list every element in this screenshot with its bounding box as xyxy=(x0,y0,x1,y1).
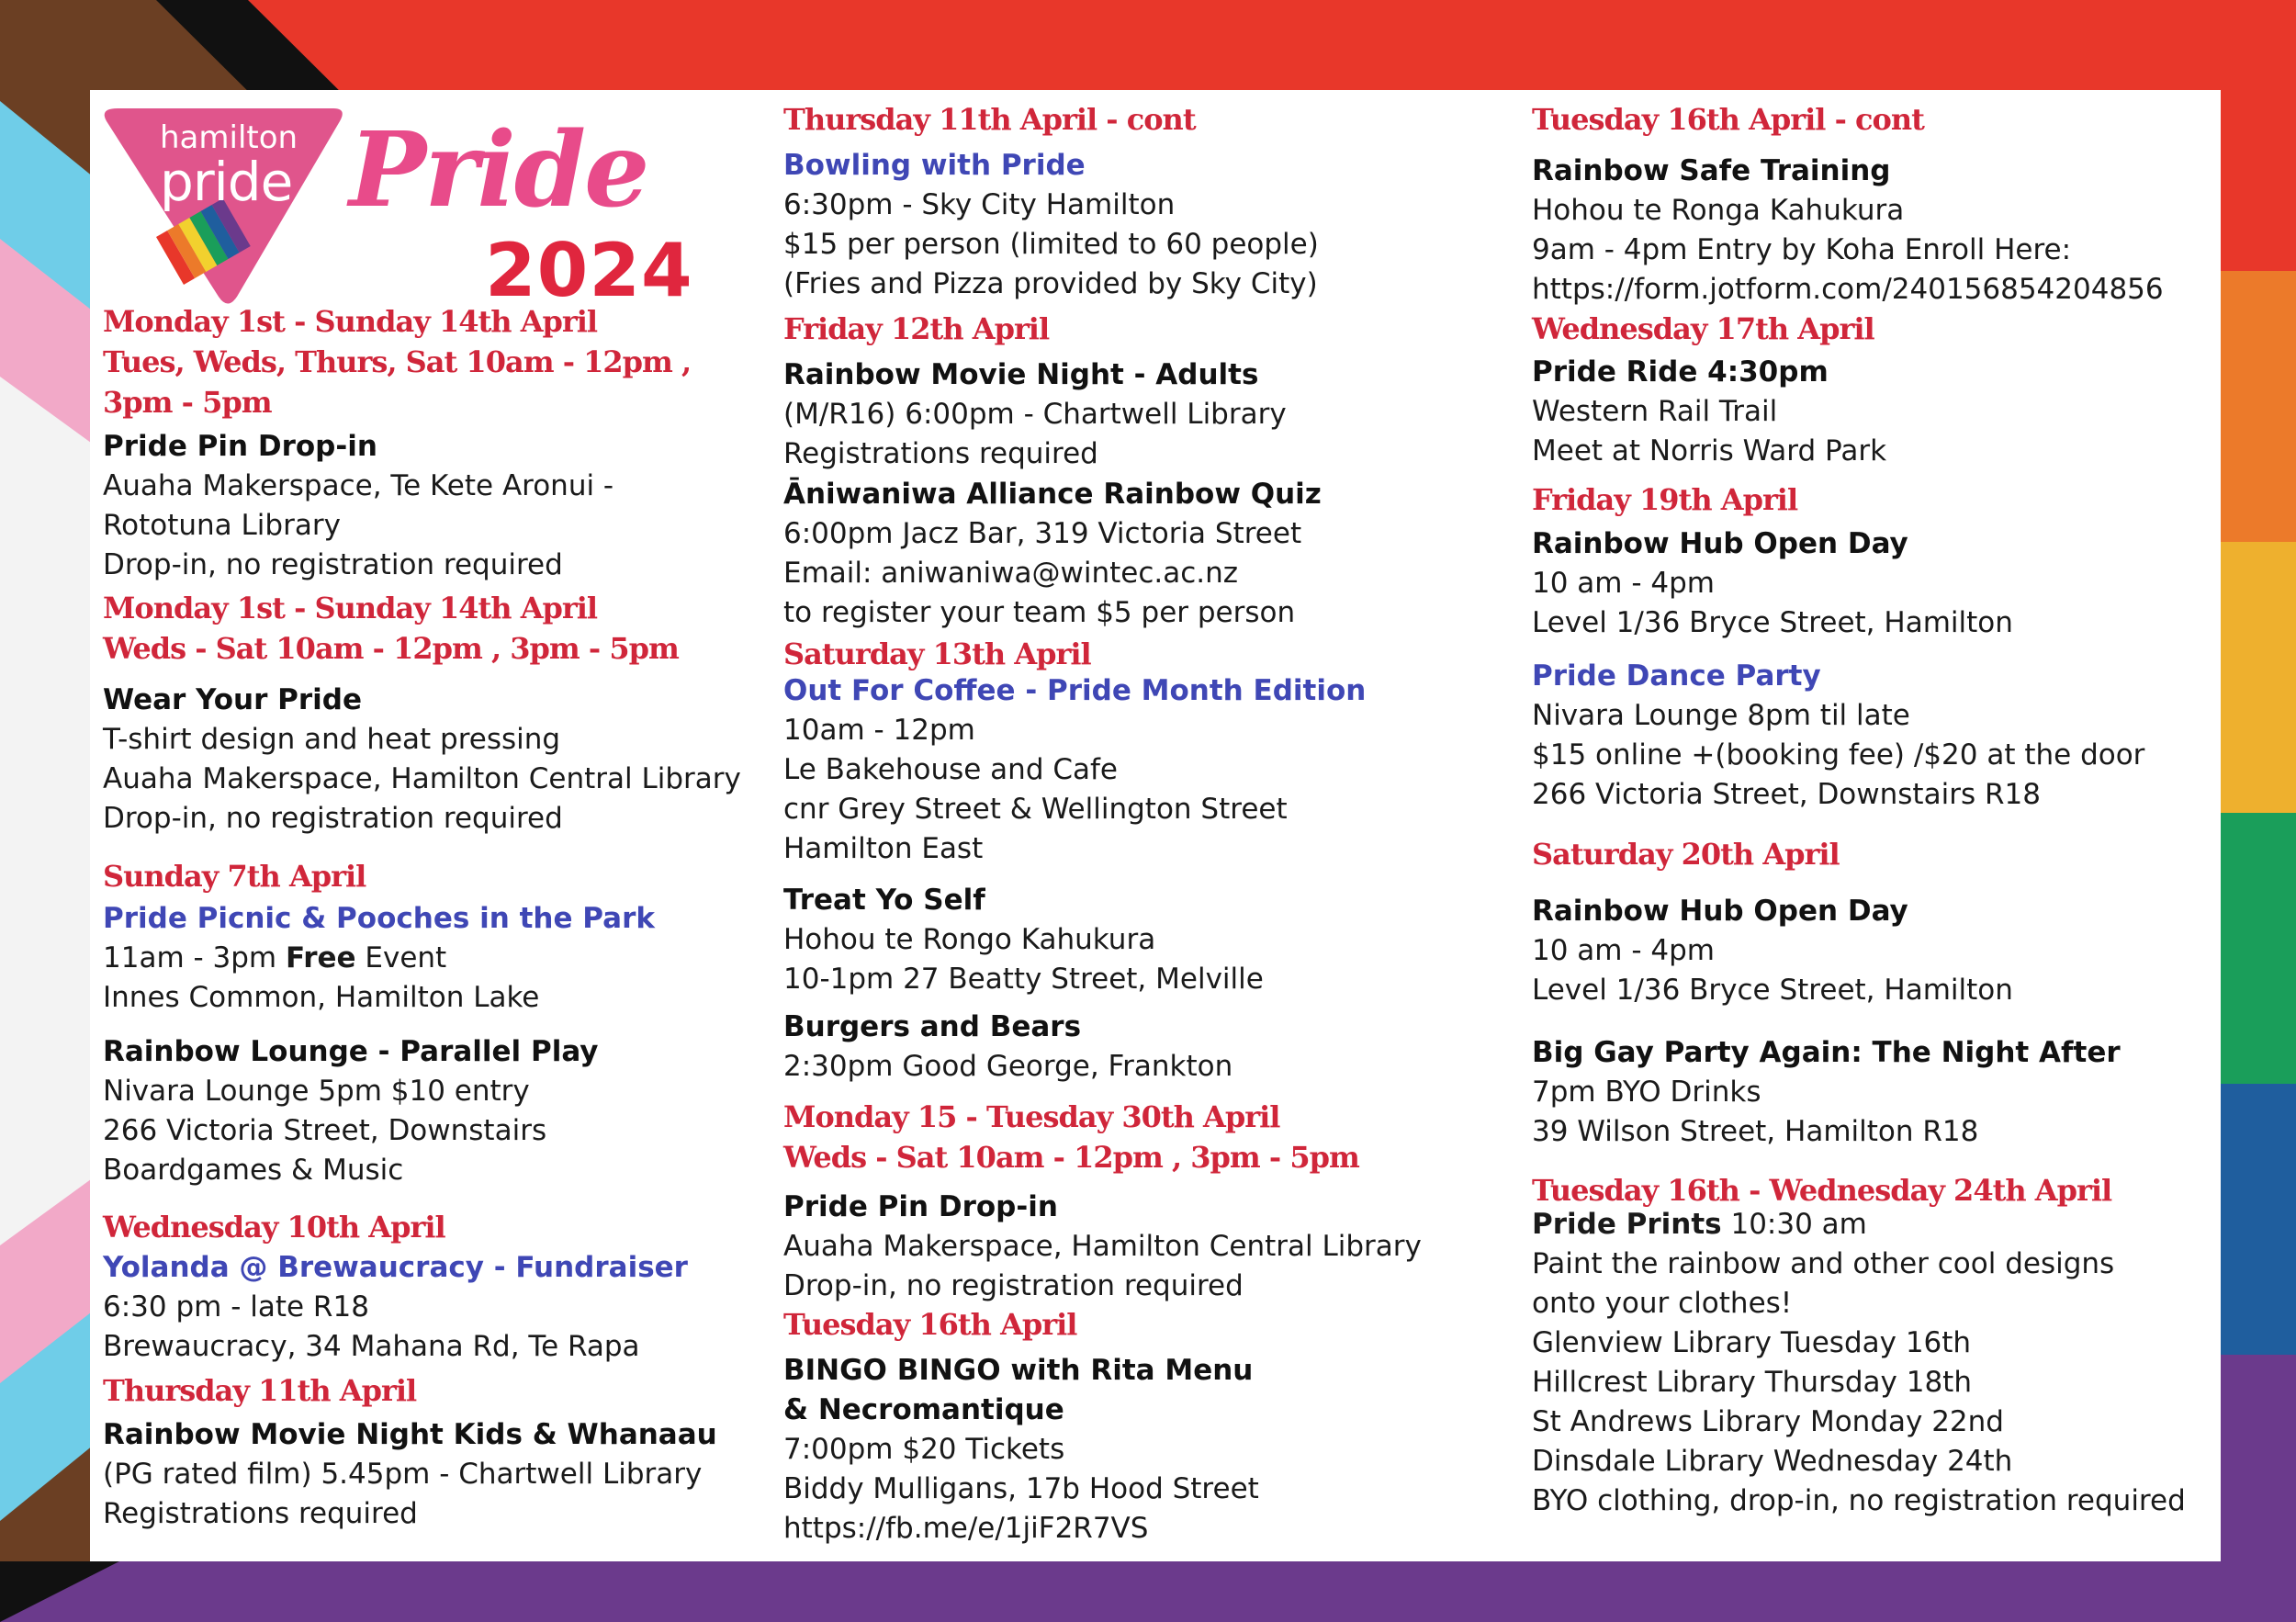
event-detail: Innes Common, Hamilton Lake xyxy=(103,981,540,1014)
event-detail: 266 Victoria Street, Downstairs xyxy=(103,1114,547,1147)
event-detail: Western Rail Trail xyxy=(1532,395,1778,428)
event-detail: Auaha Makerspace, Te Kete Aronui - xyxy=(103,469,614,502)
event-title: Treat Yo Self xyxy=(783,884,985,917)
event-detail: Level 1/36 Bryce Street, Hamilton xyxy=(1532,606,2013,639)
event-detail: Level 1/36 Bryce Street, Hamilton xyxy=(1532,974,2013,1007)
logo-org-line1: hamilton xyxy=(160,119,298,156)
date-heading: Saturday 13th April xyxy=(783,636,1091,671)
event-detail: (M/R16) 6:00pm - Chartwell Library xyxy=(783,398,1287,431)
date-heading: Saturday 20th April xyxy=(1532,837,1840,872)
event-detail: Hamilton East xyxy=(783,832,984,865)
event-title: Pride Prints 10:30 am xyxy=(1532,1208,1867,1241)
date-heading: Tuesday 16th April - cont xyxy=(1532,102,1924,137)
event-detail: onto your clothes! xyxy=(1532,1287,1793,1320)
logo-pride-word: Pride xyxy=(349,110,648,231)
event-title: Wear Your Pride xyxy=(103,683,363,716)
event-detail: cnr Grey Street & Wellington Street xyxy=(783,793,1288,826)
event-detail: 7pm BYO Drinks xyxy=(1532,1076,1761,1109)
event-detail: 2:30pm Good George, Frankton xyxy=(783,1050,1233,1083)
time-heading: Weds - Sat 10am - 12pm , 3pm - 5pm xyxy=(783,1140,1359,1175)
event-detail: Drop-in, no registration required xyxy=(103,802,563,835)
event-detail: Hohou te Ronga Kahukura xyxy=(1532,194,1905,227)
event-detail: 6:30pm - Sky City Hamilton xyxy=(783,188,1176,221)
logo-year: 2024 xyxy=(485,228,693,313)
event-detail: BYO clothing, drop-in, no registration required xyxy=(1532,1484,2186,1517)
event-detail: Drop-in, no registration required xyxy=(103,548,563,581)
date-heading: Tuesday 16th April xyxy=(783,1307,1077,1342)
date-heading: Monday 1st - Sunday 14th April xyxy=(103,591,598,625)
event-panel xyxy=(90,90,2221,1561)
event-detail: 9am - 4pm Entry by Koha Enroll Here: xyxy=(1532,233,2072,266)
event-detail: (PG rated film) 5.45pm - Chartwell Library xyxy=(103,1458,703,1491)
event-detail: 7:00pm $20 Tickets xyxy=(783,1433,1065,1466)
event-detail: T-shirt design and heat pressing xyxy=(103,723,561,756)
event-detail: Hohou te Rongo Kahukura xyxy=(783,923,1156,956)
event-title: Rainbow Movie Night - Adults xyxy=(783,358,1259,391)
event-detail: Dinsdale Library Wednesday 24th xyxy=(1532,1445,2013,1478)
event-detail: Email: aniwaniwa@wintec.ac.nz xyxy=(783,557,1239,590)
event-title: Āniwaniwa Alliance Rainbow Quiz xyxy=(783,478,1322,511)
event-title: Pride Pin Drop-in xyxy=(103,430,377,463)
event-detail: 10 am - 4pm xyxy=(1532,934,1715,967)
event-detail: St Andrews Library Monday 22nd xyxy=(1532,1405,2004,1438)
date-heading: Tuesday 16th - Wednesday 24th April xyxy=(1532,1173,2112,1208)
event-link[interactable]: https://fb.me/e/1jiF2R7VS xyxy=(783,1512,1149,1545)
event-detail: 10 am - 4pm xyxy=(1532,567,1715,600)
event-detail: Drop-in, no registration required xyxy=(783,1269,1244,1302)
event-detail: Nivara Lounge 8pm til late xyxy=(1532,699,1910,732)
event-title: Rainbow Hub Open Day xyxy=(1532,527,1908,560)
event-detail: Le Bakehouse and Cafe xyxy=(783,753,1118,786)
event-detail: (Fries and Pizza provided by Sky City) xyxy=(783,267,1318,300)
event-title-highlight: Pride Dance Party xyxy=(1532,659,1821,693)
event-title-highlight: Pride Picnic & Pooches in the Park xyxy=(103,902,655,935)
date-heading: Thursday 11th April xyxy=(103,1373,417,1408)
event-detail: Rototuna Library xyxy=(103,509,341,542)
event-detail: Biddy Mulligans, 17b Hood Street xyxy=(783,1472,1259,1505)
event-detail: 11am - 3pm Free Event xyxy=(103,941,447,974)
event-title-highlight: Yolanda @ Brewaucracy - Fundraiser xyxy=(103,1251,688,1284)
event-link[interactable]: https://form.jotform.com/240156854204856 xyxy=(1532,273,2164,306)
date-heading: Monday 15 - Tuesday 30th April xyxy=(783,1099,1280,1134)
event-detail: Registrations required xyxy=(783,437,1098,470)
event-detail: Boardgames & Music xyxy=(103,1154,404,1187)
event-title-highlight: Bowling with Pride xyxy=(783,149,1086,182)
event-detail: Brewaucracy, 34 Mahana Rd, Te Rapa xyxy=(103,1330,640,1363)
event-title: Rainbow Lounge - Parallel Play xyxy=(103,1035,599,1068)
date-heading: Friday 19th April xyxy=(1532,482,1798,517)
event-title: BINGO BINGO with Rita Menu xyxy=(783,1354,1254,1387)
event-detail: Auaha Makerspace, Hamilton Central Library xyxy=(783,1230,1422,1263)
event-detail: $15 online +(booking fee) /$20 at the door xyxy=(1532,738,2145,772)
event-title: & Necromantique xyxy=(783,1393,1064,1426)
event-detail: 6:00pm Jacz Bar, 319 Victoria Street xyxy=(783,517,1302,550)
event-detail: 39 Wilson Street, Hamilton R18 xyxy=(1532,1115,1979,1148)
event-detail: Meet at Norris Ward Park xyxy=(1532,434,1887,467)
event-detail: $15 per person (limited to 60 people) xyxy=(783,228,1319,261)
event-title: Rainbow Hub Open Day xyxy=(1532,895,1908,928)
event-detail: to register your team $5 per person xyxy=(783,596,1296,629)
event-title: Pride Pin Drop-in xyxy=(783,1190,1058,1223)
event-detail: Hillcrest Library Thursday 18th xyxy=(1532,1366,1972,1399)
date-heading: Monday 1st - Sunday 14th April xyxy=(103,304,598,339)
event-detail: Auaha Makerspace, Hamilton Central Library xyxy=(103,762,741,795)
time-heading: Tues, Weds, Thurs, Sat 10am - 12pm , xyxy=(103,344,692,379)
date-heading: Thursday 11th April - cont xyxy=(783,102,1196,137)
date-heading: Friday 12th April xyxy=(783,311,1050,346)
event-detail: 10am - 12pm xyxy=(783,714,975,747)
date-heading: Sunday 7th April xyxy=(103,859,366,894)
event-detail: Paint the rainbow and other cool designs xyxy=(1532,1247,2115,1280)
event-detail: 6:30 pm - late R18 xyxy=(103,1290,369,1324)
time-heading: Weds - Sat 10am - 12pm , 3pm - 5pm xyxy=(103,631,679,666)
event-title: Rainbow Movie Night Kids & Whanaau xyxy=(103,1418,717,1451)
date-heading: Wednesday 10th April xyxy=(103,1210,445,1245)
event-detail: Registrations required xyxy=(103,1497,418,1530)
event-title: Burgers and Bears xyxy=(783,1010,1082,1043)
event-detail: Nivara Lounge 5pm $10 entry xyxy=(103,1075,530,1108)
event-title-highlight: Out For Coffee - Pride Month Edition xyxy=(783,674,1367,707)
date-heading: Wednesday 17th April xyxy=(1532,311,1874,346)
event-title: Rainbow Safe Training xyxy=(1532,154,1891,187)
event-title: Pride Ride 4:30pm xyxy=(1532,355,1829,389)
event-detail: Glenview Library Tuesday 16th xyxy=(1532,1326,1972,1359)
logo-org-line2: pride xyxy=(160,151,293,213)
hamilton-pride-logo xyxy=(99,99,693,320)
time-heading: 3pm - 5pm xyxy=(103,385,272,420)
event-detail: 266 Victoria Street, Downstairs R18 xyxy=(1532,778,2041,811)
event-title: Big Gay Party Again: The Night After xyxy=(1532,1036,2121,1069)
event-detail: 10-1pm 27 Beatty Street, Melville xyxy=(783,963,1264,996)
